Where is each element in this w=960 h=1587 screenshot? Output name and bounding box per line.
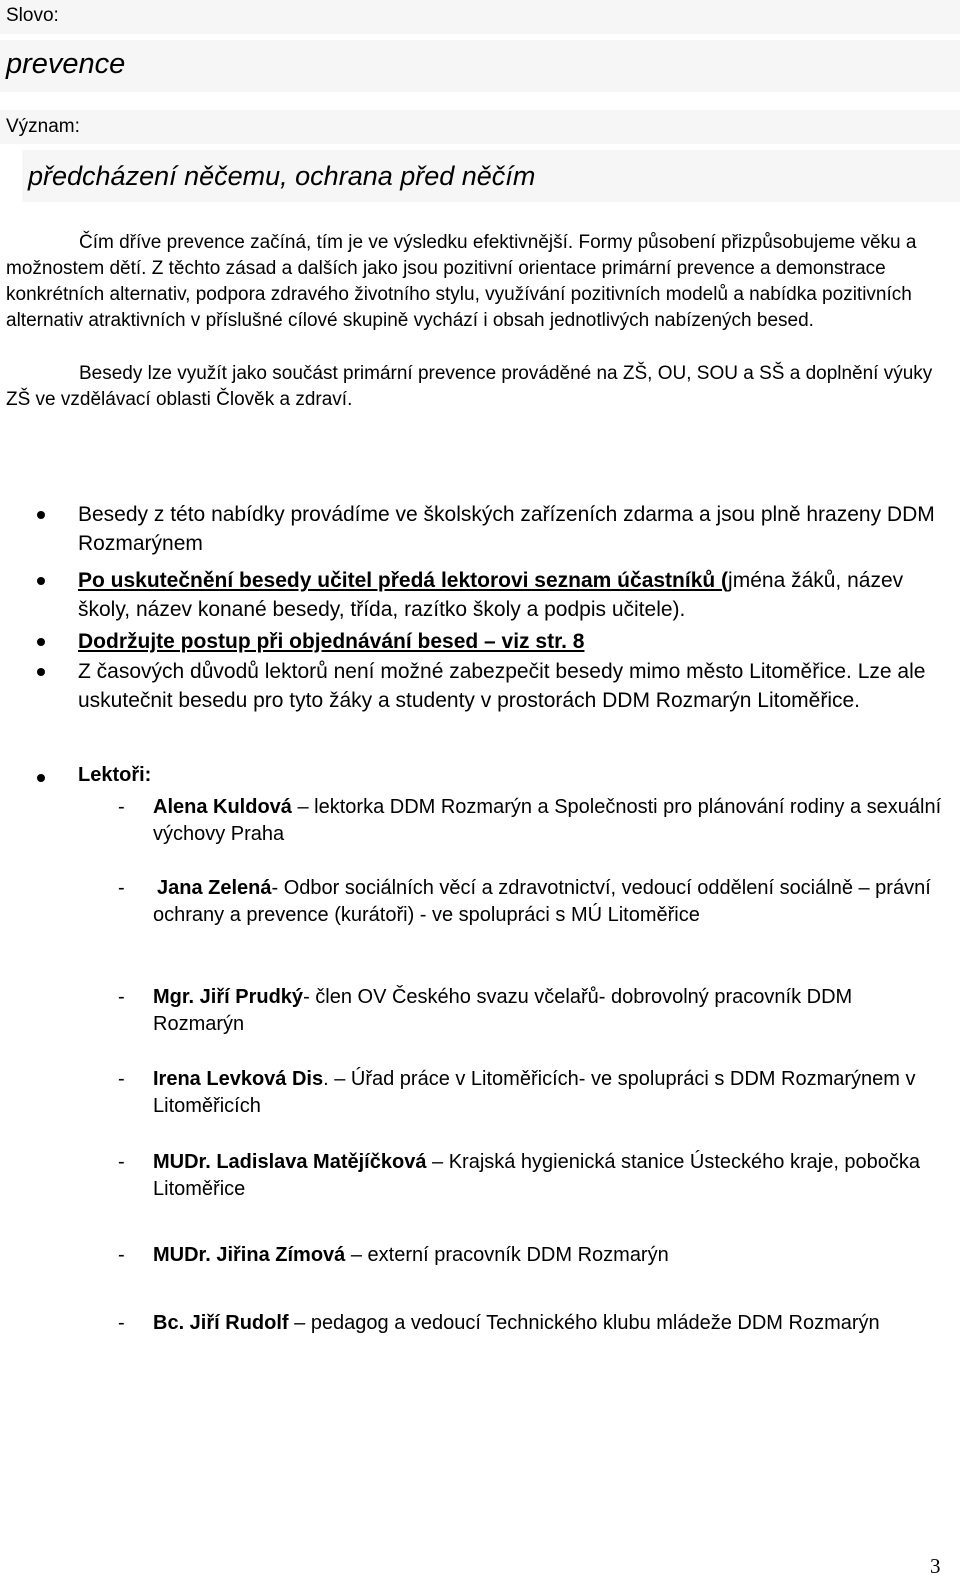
dash-marker: - bbox=[118, 1244, 125, 1266]
bullet-icon bbox=[37, 511, 45, 519]
lector-description: - člen OV Českého svazu včelařů- dobrovolný pracovník DDM Rozmarýn bbox=[153, 986, 853, 1035]
lector-description: – externí pracovník DDM Rozmarýn bbox=[345, 1244, 669, 1266]
lector-item bbox=[118, 1242, 948, 1269]
lector-item bbox=[118, 794, 948, 848]
lector-name: Jana Zelená bbox=[157, 877, 272, 899]
intro-paragraph: Čím dříve prevence začíná, tím je ve výsledku efektivnější. Formy působení přizpůsobujeme věku a možnostem dětí. Z těchto zásad a dalších jako jsou pozitivní orientace primární prevence a demonstrace konkrétních alternativ, podpora zdravého životního stylu, využívání pozitivních modelů a nabídka pozitivních alternativ atraktivních v příslušné cílové skupině vychází i obsah jednotlivých nabízených besed. bbox=[6, 232, 917, 331]
dash-marker: - bbox=[118, 1151, 125, 1173]
bullet-location bbox=[0, 657, 950, 715]
lector-name: Irena Levková Dis bbox=[153, 1068, 324, 1090]
lector-name: MUDr. Jiřina Zímová bbox=[153, 1244, 346, 1266]
word-band bbox=[0, 40, 960, 92]
intro-paragraph-2: Besedy lze využít jako součást primární prevence prováděné na ZŠ, OU, SOU a SŠ a doplnění výuky ZŠ ve vzdělávací oblasti Člověk a zdraví. bbox=[6, 363, 933, 410]
word-label-band bbox=[0, 0, 960, 34]
dash-marker: - bbox=[118, 877, 125, 899]
bullet-free-lectures bbox=[0, 500, 950, 558]
page-number: 3 bbox=[930, 1554, 941, 1578]
dash-marker: - bbox=[118, 1312, 125, 1334]
bullet-text: Besedy z této nabídky provádíme ve školských zařízeních zdarma a jsou plně hrazeny DDM Rozmarýnem bbox=[78, 503, 935, 555]
lector-item bbox=[118, 984, 948, 1038]
lector-description: - Odbor sociálních věcí a zdravotnictví, vedoucí oddělení sociálně – právní ochrany a prevence (kurátoři) - ve spolupráci s MÚ Litoměřice bbox=[153, 877, 931, 926]
lector-name: Alena Kuldová bbox=[153, 796, 292, 818]
word-term: prevence bbox=[6, 48, 126, 80]
lector-name: Bc. Jiří Rudolf bbox=[153, 1312, 289, 1334]
bullet-bold-text: Po uskutečnění besedy učitel předá lektorovi seznam účastníků ( bbox=[78, 569, 729, 592]
dash-marker: - bbox=[118, 986, 125, 1008]
bullet-ordering-procedure bbox=[0, 627, 950, 656]
word-label: Slovo: bbox=[6, 5, 59, 26]
bullet-participant-list bbox=[0, 566, 950, 624]
lector-item bbox=[118, 1310, 948, 1337]
info-bullet-list bbox=[0, 500, 950, 715]
bullet-bold-text: Dodržujte postup při objednávání besed – viz str. 8 bbox=[78, 630, 585, 653]
lector-description: – lektorka DDM Rozmarýn a Společnosti pro plánování rodiny a sexuální výchovy Praha bbox=[153, 796, 942, 845]
lector-item bbox=[118, 1149, 948, 1203]
bullet-icon bbox=[37, 638, 45, 646]
lector-name: Mgr. Jiří Prudký bbox=[153, 986, 304, 1008]
bullet-text: Z časových důvodů lektorů není možné zabezpečit besedy mimo město Litoměřice. Lze ale uskutečnit besedu pro tyto žáky a studenty v prostorách DDM Rozmarýn Litoměřice. bbox=[78, 660, 926, 712]
meaning-text: předcházení něčemu, ochrana před něčím bbox=[28, 161, 536, 191]
bullet-text: jména žáků, název školy, název konané besedy, třída, razítko školy a podpis učitele). bbox=[78, 569, 904, 621]
bullet-icon bbox=[37, 774, 45, 782]
lectors-heading-text: Lektoři: bbox=[78, 764, 152, 786]
dash-marker: - bbox=[118, 1068, 125, 1090]
lectors-heading bbox=[0, 764, 151, 787]
lector-description: – pedagog a vedoucí Technického klubu mládeže DDM Rozmarýn bbox=[288, 1312, 880, 1334]
lector-item bbox=[118, 875, 948, 929]
bullet-icon bbox=[37, 577, 45, 585]
bullet-icon bbox=[37, 668, 45, 676]
dash-marker: - bbox=[118, 796, 125, 818]
lector-description: – Krajská hygienická stanice Ústeckého kraje, pobočka Litoměřice bbox=[153, 1151, 921, 1200]
lector-name: MUDr. Ladislava Matějíčková bbox=[153, 1151, 427, 1173]
lector-item bbox=[118, 1066, 948, 1120]
lector-description: . – Úřad práce v Litoměřicích- ve spolupráci s DDM Rozmarýnem v Litoměřicích bbox=[153, 1068, 916, 1117]
meaning-label: Význam: bbox=[6, 116, 80, 137]
meaning-label-band bbox=[0, 110, 960, 144]
